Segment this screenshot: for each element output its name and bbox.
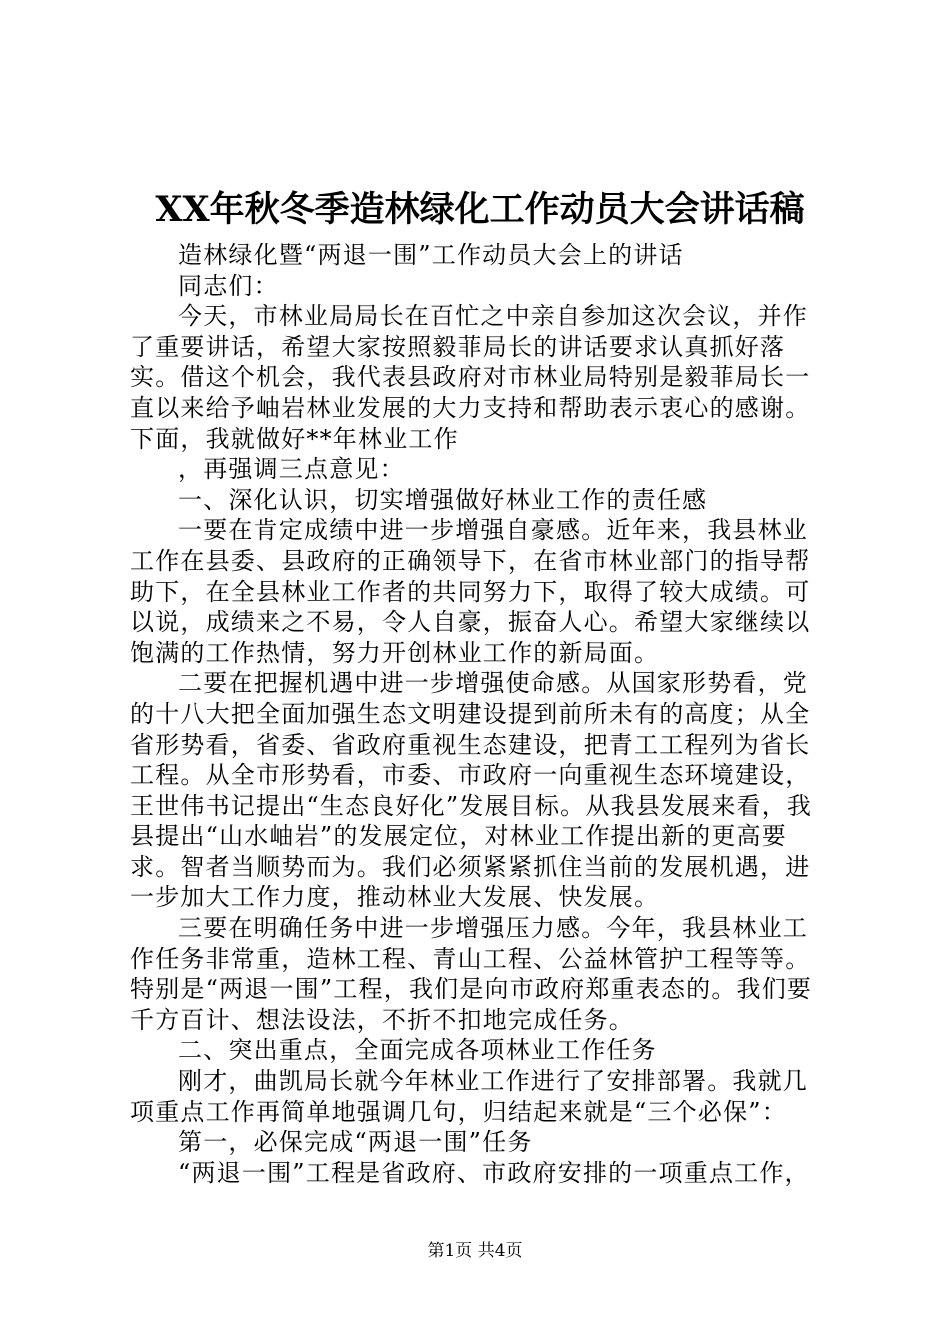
paragraph-deployment: 刚才，曲凯局长就今年林业工作进行了安排部署。我就几项重点工作再简单地强调几句，归结起来就是“三个必保”： [130, 1067, 808, 1126]
section-heading-2: 二、突出重点，全面完成各项林业工作任务 [178, 1036, 657, 1065]
paragraph-pressure: 三要在明确任务中进一步增强压力感。今年，我县林业工作任务非常重，造林工程、青山工程、公益林管护工程等等。特别是“两退一围”工程，我们是向市政府郑重表态的。我们要千方百计、想法设法，不折不扣地完成任务。 [130, 914, 813, 1034]
paragraph-opening: 今天，市林业局局长在百忙之中亲自参加这次会议，并作了重要讲话，希望大家按照毅菲局长的讲话要求认真抓好落实。借这个机会，我代表县政府对市林业局特别是毅菲局长一直以来给予岫岩林业发展的大力支持和帮助表示衷心的感谢。下面，我就做好**年林业工作 [130, 302, 811, 453]
paragraph-mission: 二要在把握机遇中进一步增强使命感。从国家形势看，党的十八大把全面加强生态文明建设提到前所未有的高度；从全省形势看，省委、省政府重视生态建设，把青工工程列为省长工程。从全市形势看，市委、市政府一向重视生态环境建设，王世伟书记提出“生态良好化”发展目标。从我县发展来看，我县提出“山水岫岩”的发展定位，对林业工作提出新的更高要求。智者当顺势而为。我们必须紧紧抓住当前的发展机遇，进一步加大工作力度，推动林业大发展、快发展。 [130, 669, 813, 912]
section-heading-1: 一、深化认识，切实增强做好林业工作的责任感 [178, 485, 708, 514]
document-body [130, 240, 830, 1188]
paragraph-pride: 一要在肯定成绩中进一步增强自豪感。近年来，我县林业工作在县委、县政府的正确领导下，在省市林业部门的指导帮助下，在全县林业工作者的共同努力下，取得了较大成绩。可以说，成绩来之不易，令人自豪，振奋人心。希望大家继续以饱满的工作热情，努力开创林业工作的新局面。 [130, 516, 811, 667]
subsection-heading-1: 第一，必保完成“两退一围”任务 [178, 1128, 533, 1157]
page-footer: 第1页 共4页 [427, 1241, 523, 1261]
paragraph-two-withdraw: “两退一围”工程是省政府、市政府安排的一项重点工作， [178, 1158, 810, 1187]
document-title: XX年秋冬季造林绿化工作动员大会讲话稿 [155, 189, 805, 230]
paragraph-salutation: 同志们： [178, 271, 279, 300]
paragraph-subtitle: 造林绿化暨“两退一围”工作动员大会上的讲话 [178, 241, 684, 269]
paragraph-three-points: ，再强调三点意见： [178, 455, 405, 484]
